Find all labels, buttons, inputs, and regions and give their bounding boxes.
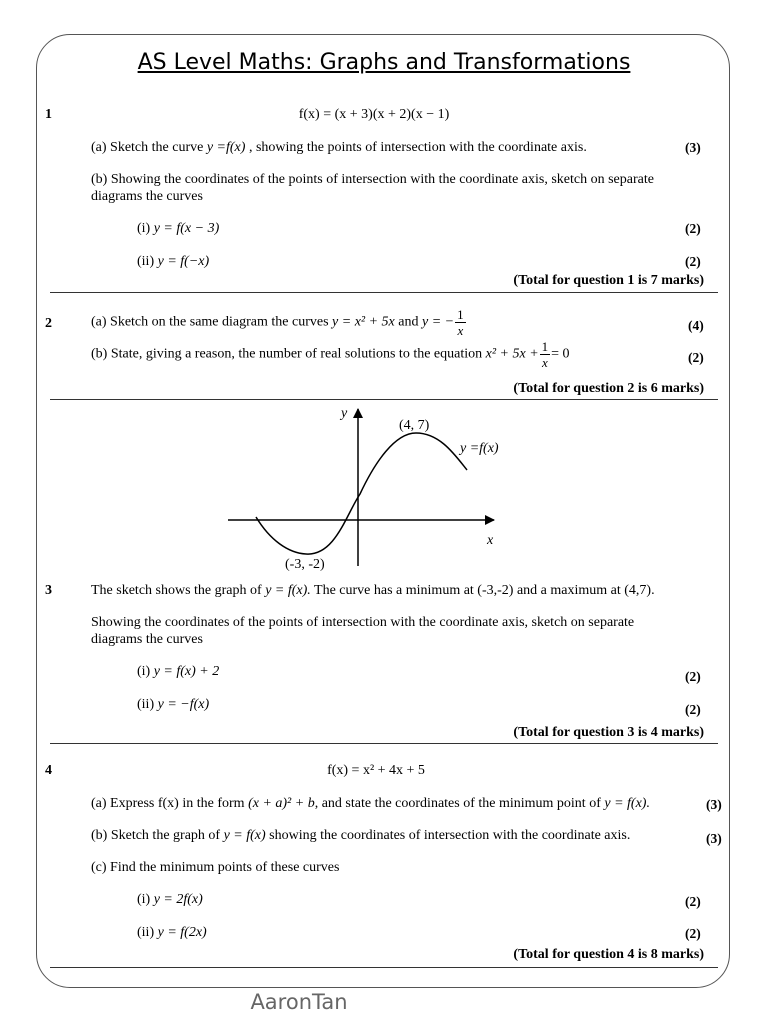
y-axis-label: y xyxy=(341,406,348,421)
q1-b-i-label: (i) xyxy=(137,221,154,236)
q1-b-line2: diagrams the curves xyxy=(91,189,203,204)
x-axis-label: x xyxy=(487,533,494,548)
q4-part-b xyxy=(91,828,630,844)
q1-b-ii-label: (ii) xyxy=(137,254,158,269)
q3-equation: y = f(x). xyxy=(265,583,311,598)
q2-a-text: (a) Sketch on the same diagram the curves xyxy=(91,314,333,330)
q4-i-label: (i) xyxy=(137,892,154,907)
q3-i-label: (i) xyxy=(137,664,154,679)
q3-text: The sketch shows the graph of xyxy=(91,583,266,598)
q2-b-equation: x² + 5x + xyxy=(485,346,539,362)
q3-total: (Total for question 3 is 4 marks) xyxy=(513,725,704,740)
q4-ii-equation: y = f(2x) xyxy=(157,925,207,940)
fraction-numerator: 1 xyxy=(457,307,464,322)
q3-i xyxy=(137,664,219,680)
q3-i-marks: (2) xyxy=(685,669,701,684)
q4-function: f(x) = x² + 4x + 5 xyxy=(327,763,425,778)
q2-a-equation-1: y = x² + 5x xyxy=(332,314,395,330)
divider xyxy=(50,967,718,968)
q4-ii-marks: (2) xyxy=(685,926,701,941)
q4-b-text-end: showing the coordinates of intersection with the coordinate axis. xyxy=(265,828,631,843)
q1-function: f(x) = (x + 3)(x + 2)(x − 1) xyxy=(298,107,450,122)
q1-a-marks: (3) xyxy=(685,140,701,155)
q1-a-text: (a) Sketch the curve xyxy=(91,140,207,155)
q4-a-text-mid: , and state the coordinates of the minimum point of xyxy=(314,796,605,811)
q2-a-marks: (4) xyxy=(688,318,704,333)
q3-ii-label: (ii) xyxy=(137,697,158,712)
q1-b-ii-equation: y = f(−x) xyxy=(157,254,210,269)
q3-line1 xyxy=(91,583,655,599)
q2-a-equation-2: y = − xyxy=(421,314,455,330)
q4-b-marks: (3) xyxy=(706,831,722,846)
q2-total: (Total for question 2 is 6 marks) xyxy=(513,381,704,396)
q1-b-line1: (b) Showing the coordinates of the points of intersection with the coordinate axis, sketch on separate xyxy=(91,172,654,187)
q4-part-a xyxy=(91,796,650,812)
q4-total: (Total for question 4 is 8 marks) xyxy=(513,947,704,962)
q1-ii-marks: (2) xyxy=(685,254,701,269)
q1-a-text-end: , showing the points of intersection with the coordinate axis. xyxy=(245,140,587,155)
minimum-point-label: (-3, -2) xyxy=(285,557,325,572)
question-1-number: 1 xyxy=(45,107,52,122)
q3-ii-equation: y = −f(x) xyxy=(157,697,210,712)
q2-b-marks: (2) xyxy=(688,350,704,365)
curve-label: y =f(x) xyxy=(460,441,499,456)
fraction-numerator: 1 xyxy=(541,339,549,354)
q4-i-marks: (2) xyxy=(685,894,701,909)
q3-line2: Showing the coordinates of the points of intersection with the coordinate axis, sketch on separate xyxy=(91,615,635,630)
maximum-point-label: (4, 7) xyxy=(399,418,430,433)
q1-a-equation: y =f(x) xyxy=(206,140,246,155)
q4-i xyxy=(137,892,203,908)
q1-b-i-equation: y = f(x − 3) xyxy=(153,221,220,236)
q4-a-form: (x + a)² + b xyxy=(248,796,315,811)
q4-part-c: (c) Find the minimum points of these curves xyxy=(91,860,340,875)
q1-i-marks: (2) xyxy=(685,221,701,236)
q4-i-equation: y = 2f(x) xyxy=(153,892,203,907)
q4-b-text: (b) Sketch the graph of xyxy=(91,828,224,843)
curve xyxy=(256,433,467,554)
q4-a-equation: y = f(x). xyxy=(604,796,650,811)
divider xyxy=(50,743,718,744)
q2-b-text: (b) State, giving a reason, the number of real solutions to the equation xyxy=(91,346,486,362)
q3-i-equation: y = f(x) + 2 xyxy=(153,664,220,679)
question-4-number: 4 xyxy=(45,763,52,778)
q3-text-end: The curve has a minimum at (-3,-2) and a maximum at (4,7). xyxy=(310,583,655,598)
q4-ii-label: (ii) xyxy=(137,925,158,940)
page-title: AS Level Maths: Graphs and Transformations xyxy=(137,50,631,75)
fraction-denominator: x xyxy=(457,323,464,338)
q4-ii xyxy=(137,925,207,941)
q2-b-equation-end: = 0 xyxy=(551,346,570,362)
question-3-number: 3 xyxy=(45,583,52,598)
q1-total: (Total for question 1 is 7 marks) xyxy=(513,273,704,288)
q4-a-text: (a) Express f(x) in the form xyxy=(91,796,249,811)
q4-b-equation: y = f(x) xyxy=(223,828,266,843)
q3-line3: diagrams the curves xyxy=(91,632,203,647)
q4-a-marks: (3) xyxy=(706,797,722,812)
q3-ii xyxy=(137,697,209,713)
author-footer: AaronTan xyxy=(250,990,348,1014)
fraction-denominator: x xyxy=(542,355,548,370)
q2-a-and: and xyxy=(398,314,422,330)
q3-ii-marks: (2) xyxy=(685,702,701,717)
question-2-number: 2 xyxy=(45,316,52,331)
